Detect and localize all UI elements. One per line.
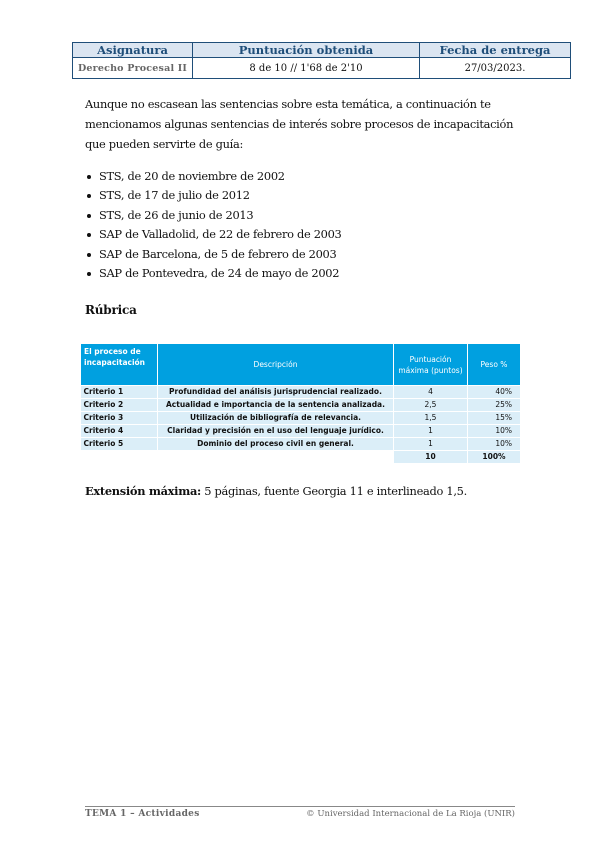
table-row [81,412,521,425]
rubric-weight-header: Peso % [468,344,521,386]
criterion-weight: 10% [468,425,521,438]
criterion-points: 4 [394,386,468,399]
criterion-weight: 10% [468,438,521,451]
submission-info-value-row [73,58,571,79]
footer-topic: TEMA 1 – Actividades [85,809,200,819]
table-row [81,425,521,438]
criterion-label: Criterio 5 [81,438,158,451]
footer-copyright: © Universidad Internacional de La Rioja (UNIR) [306,809,515,819]
submission-info-header-row [73,43,571,58]
criterion-points: 2,5 [394,399,468,412]
intro-text: Aunque no escasean las sentencias sobre esta temática, a continuación te mencionamos algunas sentencias de interés sobre procesos de incapacitación que pueden servirte de guía: [85,97,514,151]
score-column-header: Puntuación obtenida [193,43,420,58]
rubric-heading: Rúbrica [85,303,137,317]
intro-paragraph [85,94,525,154]
total-weight: 100% [468,451,521,464]
criterion-description: Actualidad e importancia de la sentencia analizada. [158,399,394,412]
total-spacer [81,451,158,464]
criterion-label: Criterio 3 [81,412,158,425]
max-extension-text: 5 páginas, fuente Georgia 11 e interlineado 1,5. [204,484,467,498]
due-date-column-header: Fecha de entrega [420,43,571,58]
table-row [81,438,521,451]
criterion-points: 1 [394,438,468,451]
criterion-label: Criterio 2 [81,399,158,412]
criterion-points: 1 [394,425,468,438]
total-points: 10 [394,451,468,464]
list-item: SAP de Barcelona, de 5 de febrero de 2003 [85,245,342,264]
criterion-weight: 25% [468,399,521,412]
criterion-description: Claridad y precisión en el uso del lenguaje jurídico. [158,425,394,438]
rubric-table [80,343,521,464]
max-extension-note [85,484,467,498]
due-date-value: 27/03/2023. [420,58,571,79]
criterion-description: Utilización de bibliografía de relevancia. [158,412,394,425]
subject-value: Derecho Procesal II [73,58,193,79]
list-item: STS, de 17 de julio de 2012 [85,186,342,205]
footer-divider [85,806,515,807]
submission-info-table [72,42,571,79]
list-item: STS, de 20 de noviembre de 2002 [85,167,342,186]
list-item: SAP de Pontevedra, de 24 de mayo de 2002 [85,264,342,283]
criterion-weight: 40% [468,386,521,399]
total-spacer [158,451,394,464]
table-row [81,386,521,399]
criterion-description: Dominio del proceso civil en general. [158,438,394,451]
list-item: SAP de Valladolid, de 22 de febrero de 2003 [85,225,342,244]
rubric-header-row [81,344,521,386]
sentence-list [85,167,342,283]
table-row [81,399,521,412]
criterion-label: Criterio 1 [81,386,158,399]
criterion-label: Criterio 4 [81,425,158,438]
rubric-process-header: El proceso de incapacitación [81,344,158,386]
list-item: STS, de 26 de junio de 2013 [85,206,342,225]
rubric-description-header: Descripción [158,344,394,386]
rubric-total-row [81,451,521,464]
criterion-weight: 15% [468,412,521,425]
score-value: 8 de 10 // 1'68 de 2'10 [193,58,420,79]
subject-column-header: Asignatura [73,43,193,58]
max-extension-label: Extensión máxima: [85,484,201,498]
rubric-max-score-header: Puntuación máxima (puntos) [394,344,468,386]
criterion-description: Profundidad del análisis jurisprudencial realizado. [158,386,394,399]
criterion-points: 1,5 [394,412,468,425]
